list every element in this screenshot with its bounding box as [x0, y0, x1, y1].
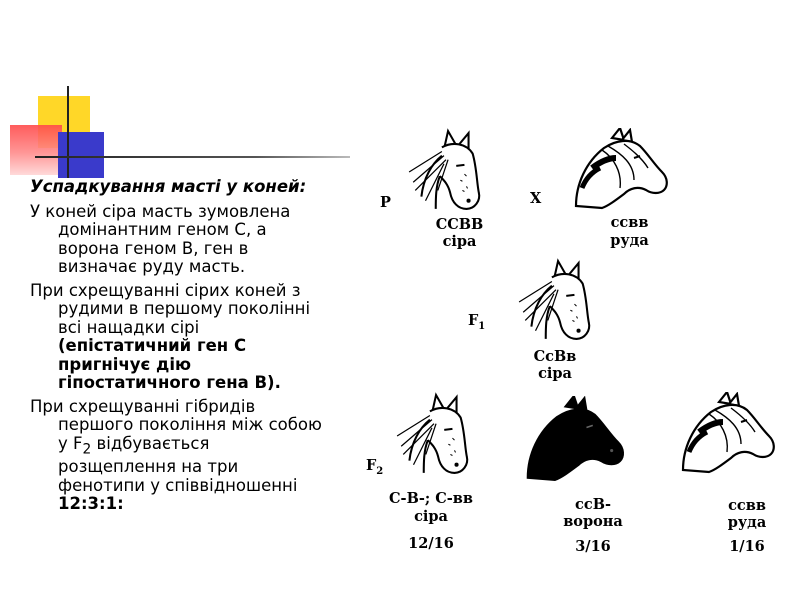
- blue-square-decoration: [58, 132, 104, 178]
- f2-label: [366, 457, 383, 480]
- paragraph-1: У коней сіра масть зумовлена домінантним геном С, а ворона геном В, ген в визначає руду масть.: [30, 201, 291, 276]
- parent1-phenotype: сіра: [442, 233, 477, 250]
- f2-chestnut-ratio: 1/16: [729, 538, 765, 555]
- grey-horse-icon: [405, 128, 487, 214]
- paragraph-2: [30, 282, 330, 393]
- slide-title: Успадкування масті у коней:: [30, 177, 307, 196]
- f1-genotype: СсВв: [533, 348, 577, 365]
- f2-black-genotype: ссВ-: [575, 496, 611, 513]
- f1-label-subscript: 1: [478, 320, 486, 332]
- paragraph-2-text: При схрещуванні сірих коней з рудими в першому поколінні всі нащадки сірі: [30, 280, 311, 337]
- f2-label-text: F: [366, 457, 377, 474]
- chestnut-horse-icon: [673, 392, 785, 474]
- black-horse-icon: [518, 396, 634, 482]
- chestnut-horse-icon: [565, 128, 679, 210]
- slide-text: [30, 178, 330, 519]
- vertical-line-decoration: [67, 86, 69, 178]
- parent-generation-label: P: [380, 194, 391, 211]
- f2-chestnut-genotype: ссвв: [728, 497, 766, 514]
- f2-grey-phenotype: сіра: [414, 508, 448, 525]
- f1-label: [468, 312, 485, 335]
- f2-black-phenotype: ворона: [563, 513, 623, 530]
- f1-phenotype: сіра: [538, 365, 572, 382]
- f2-chestnut-phenotype: руда: [727, 514, 767, 531]
- paragraph-2-bold: (епістатичний ген С пригнічує дію гіпостатичного гена В).: [58, 336, 281, 392]
- f2-label-subscript: 2: [376, 465, 384, 477]
- f2-black-ratio: 3/16: [575, 538, 611, 555]
- horizontal-line-decoration: [35, 156, 350, 158]
- f2-grey-ratio: 12/16: [408, 535, 454, 552]
- paragraph-3-text: При схрещуванні гібридів першого покоління між собою у F: [30, 396, 322, 453]
- paragraph-3-text-2: відбувається розщеплення на три фенотипи у співвідношенні: [58, 433, 298, 495]
- f1-label-text: F: [468, 312, 479, 329]
- grey-horse-icon: [393, 392, 475, 478]
- paragraph-3: [30, 398, 330, 514]
- parent2-genotype: ссвв: [610, 214, 649, 231]
- paragraph-3-subscript: 2: [82, 440, 92, 457]
- paragraph-3-ratio: 12:3:1:: [58, 494, 124, 514]
- red-square-decoration: [10, 125, 62, 175]
- parent2-phenotype: руда: [610, 232, 649, 249]
- grey-horse-icon: [515, 258, 597, 344]
- parent1-genotype: ССВВ: [435, 216, 484, 233]
- f2-grey-genotype: С-В-; С-вв: [389, 490, 473, 507]
- cross-sign: X: [530, 190, 542, 207]
